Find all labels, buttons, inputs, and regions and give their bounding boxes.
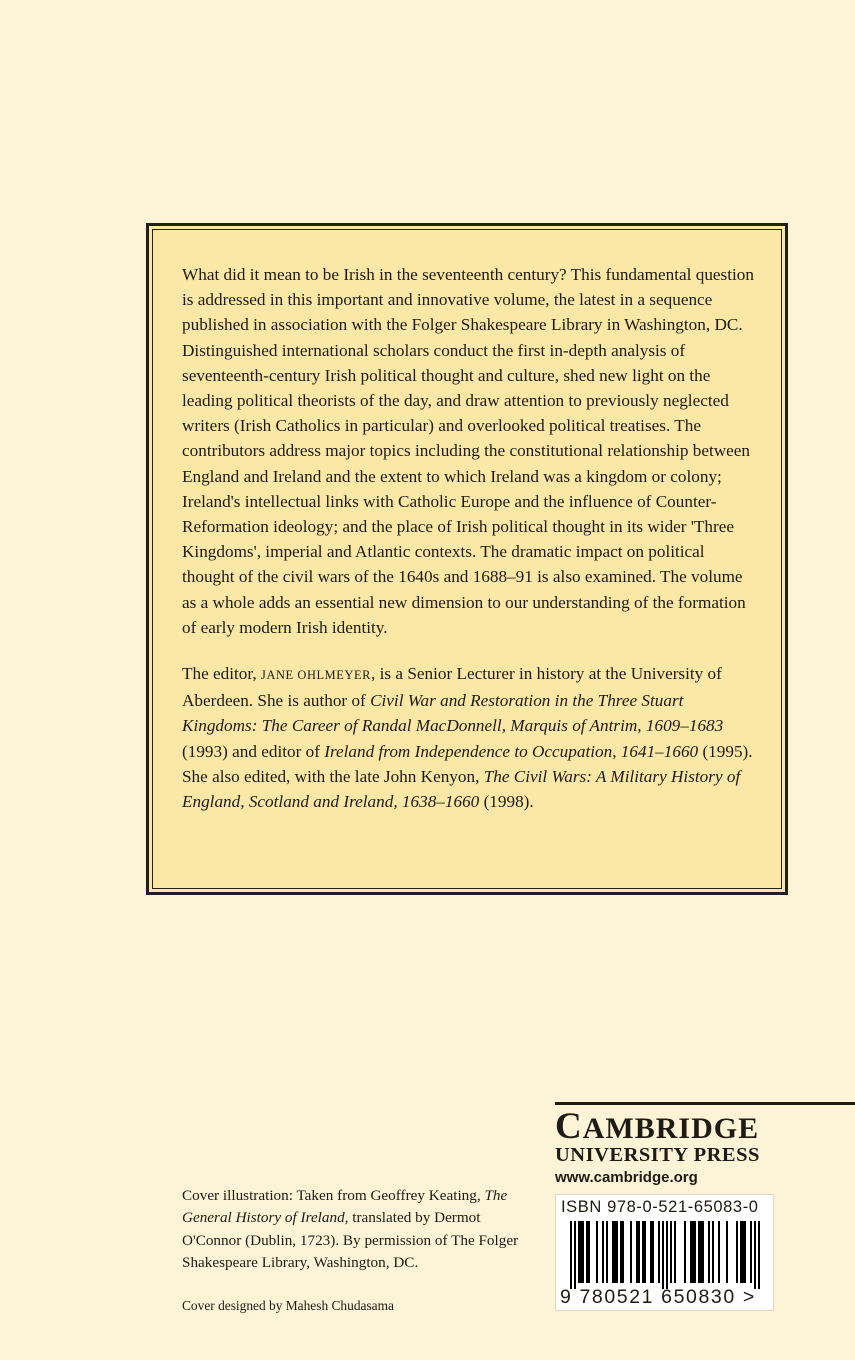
barcode-bar (670, 1221, 672, 1283)
cover-illustration-credit (182, 1185, 532, 1275)
barcode-bar (726, 1221, 728, 1283)
barcode-bar (596, 1221, 598, 1283)
book-description: What did it mean to be Irish in the seventeenth century? This fundamental question is addressed in this important and innovative volume, the latest in a sequence published in association with the Folger Shakespeare Library in Washington, DC. Distinguished international scholars conduct the first in-depth analysis of seventeenth-century Irish political thought and culture, shed new light on the leading political theorists of the day, and draw attention to previously neglected writers (Irish Catholics in particular) and overlooked political treatises. The contributors address major topics including the constitutional relationship between England and Ireland and the extent to which Ireland was a kingdom or colony; Ireland's intellectual links with Catholic Europe and the influence of Counter-Reformation ideology; and the place of Irish political thought in its wider 'Three Kingdoms', imperial and Atlantic contexts. The dramatic impact on political thought of the civil wars of the 1640s and 1688–91 is also examined. The volume as a whole adds an essential new dimension to our understanding of the formation of early modern Irish identity. (182, 265, 754, 637)
barcode-digits: 9 780521 650830 > (560, 1286, 756, 1308)
barcode-bar (690, 1221, 692, 1283)
barcode-bars (570, 1221, 760, 1289)
barcode-bar (616, 1221, 618, 1283)
barcode-bar (652, 1221, 654, 1283)
editor-biography (182, 661, 755, 814)
isbn-barcode (555, 1194, 774, 1311)
barcode-bar (708, 1221, 710, 1283)
publisher-subtitle: UNIVERSITY PRESS (555, 1144, 760, 1166)
blurb-panel-content (152, 229, 782, 889)
barcode-bar (644, 1221, 646, 1283)
bio-part4: (1998). (479, 792, 534, 812)
publisher-name (555, 1108, 759, 1148)
barcode-bar (636, 1221, 638, 1283)
barcode-bar (742, 1221, 744, 1283)
barcode-bar (702, 1221, 704, 1283)
barcode-bar (700, 1221, 702, 1283)
book-title-civil-wars: The Civil Wars: A Military History of England, Scotland and Ireland, 1638–1660 (182, 766, 741, 812)
credit-source-title: The General History of Ireland, (182, 1187, 508, 1227)
barcode-bar (692, 1221, 694, 1283)
publisher-rule (555, 1102, 855, 1105)
book-title-ireland-independence: Ireland from Independence to Occupation, 1641–1660 (324, 741, 699, 761)
barcode-bar (712, 1221, 714, 1283)
barcode-bar (694, 1221, 696, 1283)
barcode-bar (650, 1221, 652, 1283)
barcode-bar (750, 1221, 752, 1283)
barcode-bar (570, 1221, 572, 1289)
barcode-bar (578, 1221, 580, 1283)
barcode-bar (754, 1221, 756, 1289)
credit-suffix: translated by Dermot O'Connor (Dublin, 1723). By permission of The Folger Shakespeare Library, Washington, DC. (182, 1209, 519, 1272)
barcode-bar (582, 1221, 584, 1283)
bio-part2: (1993) and editor of (182, 741, 325, 761)
barcode-bar (758, 1221, 760, 1289)
barcode-bar (606, 1221, 608, 1283)
bio-part1: , is a Senior Lecturer in history at the University of Aberdeen. She is author of (182, 664, 722, 711)
bio-intro: The editor, (182, 664, 262, 684)
barcode-bar (638, 1221, 640, 1283)
barcode-bar (614, 1221, 616, 1283)
blurb-panel-frame (149, 226, 785, 892)
barcode-bar (602, 1221, 604, 1283)
barcode-bar (612, 1221, 614, 1283)
barcode-bar (622, 1221, 624, 1283)
barcode-bar (736, 1221, 738, 1283)
bio-part3: (1995). She also edited, with the late John Kenyon, (182, 741, 753, 786)
barcode-bar (666, 1221, 668, 1289)
barcode-bar (642, 1221, 644, 1283)
barcode-bar (658, 1221, 660, 1283)
barcode-bar (698, 1221, 700, 1283)
barcode-bar (630, 1221, 632, 1283)
credit-prefix: Cover illustration: Taken from Geoffrey Keating, (182, 1187, 485, 1204)
isbn-label: ISBN 978-0-521-65083-0 (561, 1198, 759, 1216)
editor-name: JANE OHLMEYER (261, 668, 372, 683)
blurb-panel (146, 223, 788, 895)
book-title-civil-war-restoration: Civil War and Restoration in the Three Stuart Kingdoms: The Career of Randal MacDonnell, Marquis of Antrim, 1609–1683 (182, 691, 724, 736)
barcode-bar (586, 1221, 588, 1283)
barcode-bar (718, 1221, 720, 1283)
barcode-bar (580, 1221, 582, 1283)
publisher-url[interactable]: www.cambridge.org (555, 1169, 698, 1186)
barcode-bar (744, 1221, 746, 1283)
barcode-bar (574, 1221, 576, 1289)
publisher-name-rest: AMBRIDGE (582, 1112, 760, 1145)
barcode-bar (740, 1221, 742, 1283)
barcode-bar (588, 1221, 590, 1283)
barcode-bar (674, 1221, 676, 1283)
cover-designer-credit: Cover designed by Mahesh Chudasama (182, 1298, 394, 1313)
barcode-bar (662, 1221, 664, 1289)
publisher-name-initial: C (555, 1106, 583, 1147)
barcode-bar (620, 1221, 622, 1283)
barcode-bar (684, 1221, 686, 1283)
